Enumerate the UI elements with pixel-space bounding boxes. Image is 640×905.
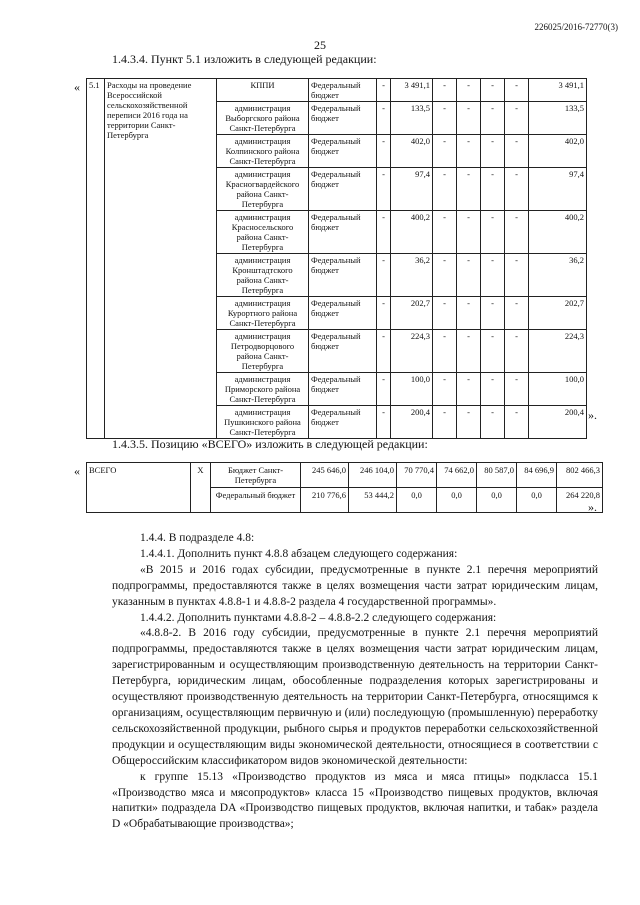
document-id: 226025/2016-72770(3) — [534, 22, 618, 32]
value-cell: - — [505, 254, 529, 297]
value-cell: - — [457, 168, 481, 211]
executor: КППИ — [217, 79, 309, 102]
value-cell: - — [481, 135, 505, 168]
value-cell: 200,4 — [391, 406, 433, 439]
value-cell: - — [457, 135, 481, 168]
executor: администрация Выборгского района Санкт-Петербурга — [217, 102, 309, 135]
total-cell: 97,4 — [529, 168, 587, 211]
executor: администрация Кронштадтского района Санкт-Петербурга — [217, 254, 309, 297]
value-cell: - — [481, 211, 505, 254]
funding-source: Федеральный бюджет — [309, 254, 377, 297]
total-cell: 3 491,1 — [529, 79, 587, 102]
value-cell: - — [481, 330, 505, 373]
value-cell: 0,0 — [437, 488, 477, 513]
value-cell: - — [433, 102, 457, 135]
value-cell: - — [377, 79, 391, 102]
total-cell: 224,3 — [529, 330, 587, 373]
total-cell: 100,0 — [529, 373, 587, 406]
value-cell: - — [377, 168, 391, 211]
table-total — [86, 462, 603, 513]
value-cell: - — [481, 102, 505, 135]
paragraph: «4.8.8-2. В 2016 году субсидии, предусмотренные в пункте 2.1 перечня мероприятий подпрограммы, предоставляются также в целях возмещения части затрат юридическим лицам, зарегистрированным и осуществляющим производственную деятельность на территории Санкт-Петербурга, юридическим лицам, обособленные подразделения которых зарегистрированы и осуществляют производственную деятельность на территории Санкт-Петербурга, относящимся к организациям, осуществляющим первичную и (или) последующую (промышленную) переработку сельскохозяйственной продукции, рыбного сырья и продуктов переработки сельскохозяйственной продукции и осуществляющим виды экономической деятельности, относящиеся в соответствии с Общероссийским классификатором видов экономической деятельности: — [112, 627, 598, 767]
value-cell: - — [481, 406, 505, 439]
executor: администрация Петродворцового района Санкт-Петербурга — [217, 330, 309, 373]
funding-source: Федеральный бюджет — [309, 297, 377, 330]
value-cell: - — [505, 135, 529, 168]
open-quote-1: « — [74, 80, 80, 94]
value-cell: - — [433, 135, 457, 168]
funding-source: Федеральный бюджет — [309, 102, 377, 135]
value-cell: 202,7 — [391, 297, 433, 330]
value-cell: 84 696,9 — [517, 463, 557, 488]
value-cell: - — [433, 330, 457, 373]
value-cell: 74 662,0 — [437, 463, 477, 488]
value-cell: - — [457, 373, 481, 406]
value-cell: 400,2 — [391, 211, 433, 254]
value-cell: 97,4 — [391, 168, 433, 211]
total-marker: X — [191, 463, 211, 513]
executor: администрация Приморского района Санкт-Петербурга — [217, 373, 309, 406]
close-quote-1: ». — [588, 408, 597, 422]
executor: администрация Курортного района Санкт-Петербурга — [217, 297, 309, 330]
paragraph: 1.4.4.2. Дополнить пунктами 4.8.8-2 – 4.8.8-2.2 следующего содержания: — [140, 611, 497, 624]
paragraph: к группе 15.13 «Производство продуктов из мяса и мяса птицы» подкласса 15.1 «Производство мяса и мясопродуктов» класса 15 «Производство пищевых продуктов, включая напитки» подраздела DA «Производство пищевых продуктов, включая напитки, и табак» раздела D «Обрабатывающие производства»; — [112, 770, 598, 831]
funding-source: Федеральный бюджет — [309, 168, 377, 211]
value-cell: - — [433, 254, 457, 297]
value-cell: - — [505, 406, 529, 439]
value-cell: - — [377, 406, 391, 439]
total-cell: 200,4 — [529, 406, 587, 439]
total-cell: 402,0 — [529, 135, 587, 168]
value-cell: - — [377, 211, 391, 254]
table-row — [87, 79, 587, 102]
value-cell: - — [433, 373, 457, 406]
value-cell: 0,0 — [517, 488, 557, 513]
value-cell: - — [505, 297, 529, 330]
value-cell: 3 491,1 — [391, 79, 433, 102]
value-cell: - — [457, 79, 481, 102]
value-cell: 210 776,6 — [301, 488, 349, 513]
funding-source: Федеральный бюджет — [309, 330, 377, 373]
total-cell: 264 220,8 — [557, 488, 603, 513]
table-row — [87, 463, 603, 488]
funding-source: Бюджет Санкт-Петербурга — [211, 463, 301, 488]
value-cell: 0,0 — [477, 488, 517, 513]
executor: администрация Колпинского района Санкт-Петербурга — [217, 135, 309, 168]
value-cell: - — [481, 297, 505, 330]
value-cell: - — [433, 79, 457, 102]
close-quote-2: ». — [588, 500, 597, 514]
value-cell: - — [457, 102, 481, 135]
value-cell: 70 770,4 — [397, 463, 437, 488]
value-cell: - — [377, 330, 391, 373]
value-cell: 80 587,0 — [477, 463, 517, 488]
value-cell: - — [481, 254, 505, 297]
value-cell: 246 104,0 — [349, 463, 397, 488]
paragraph: 1.4.4.1. Дополнить пункт 4.8.8 абзацем следующего содержания: — [140, 547, 458, 560]
value-cell: - — [377, 373, 391, 406]
section-heading-1-4-3-4: 1.4.3.4. Пункт 5.1 изложить в следующей редакции: — [112, 52, 377, 66]
total-cell: 802 466,3 — [557, 463, 603, 488]
funding-source: Федеральный бюджет — [309, 406, 377, 439]
value-cell: 133,5 — [391, 102, 433, 135]
value-cell: - — [377, 254, 391, 297]
funding-source: Федеральный бюджет — [211, 488, 301, 513]
value-cell: - — [481, 79, 505, 102]
executor: администрация Пушкинского района Санкт-Петербурга — [217, 406, 309, 439]
value-cell: - — [377, 135, 391, 168]
body-text — [112, 531, 598, 833]
item-description: Расходы на проведение Всероссийской сельскохозяйственной переписи 2016 года на территории Санкт-Петербурга — [105, 79, 217, 439]
total-cell: 400,2 — [529, 211, 587, 254]
total-cell: 133,5 — [529, 102, 587, 135]
value-cell: 100,0 — [391, 373, 433, 406]
value-cell: - — [481, 168, 505, 211]
value-cell: - — [505, 168, 529, 211]
page-number: 25 — [314, 38, 326, 52]
funding-source: Федеральный бюджет — [309, 79, 377, 102]
value-cell: - — [457, 211, 481, 254]
value-cell: - — [377, 102, 391, 135]
executor: администрация Красногвардейского района Санкт-Петербурга — [217, 168, 309, 211]
value-cell: - — [481, 373, 505, 406]
value-cell: - — [505, 79, 529, 102]
value-cell: - — [457, 406, 481, 439]
value-cell: - — [457, 297, 481, 330]
value-cell: - — [505, 373, 529, 406]
value-cell: 224,3 — [391, 330, 433, 373]
open-quote-2: « — [74, 464, 80, 478]
value-cell: - — [505, 330, 529, 373]
value-cell: 36,2 — [391, 254, 433, 297]
total-cell: 202,7 — [529, 297, 587, 330]
value-cell: - — [433, 211, 457, 254]
total-label: ВСЕГО — [87, 463, 191, 513]
funding-source: Федеральный бюджет — [309, 211, 377, 254]
table-item-5-1 — [86, 78, 587, 439]
section-heading-1-4-3-5: 1.4.3.5. Позицию «ВСЕГО» изложить в следующей редакции: — [112, 437, 428, 451]
value-cell: 245 646,0 — [301, 463, 349, 488]
executor: администрация Красносельского района Санкт-Петербурга — [217, 211, 309, 254]
item-number: 5.1 — [87, 79, 105, 439]
value-cell: 0,0 — [397, 488, 437, 513]
value-cell: 402,0 — [391, 135, 433, 168]
total-cell: 36,2 — [529, 254, 587, 297]
value-cell: 53 444,2 — [349, 488, 397, 513]
funding-source: Федеральный бюджет — [309, 373, 377, 406]
value-cell: - — [457, 254, 481, 297]
funding-source: Федеральный бюджет — [309, 135, 377, 168]
value-cell: - — [433, 406, 457, 439]
value-cell: - — [505, 211, 529, 254]
value-cell: - — [457, 330, 481, 373]
value-cell: - — [505, 102, 529, 135]
paragraph: 1.4.4. В подразделе 4.8: — [140, 532, 255, 544]
value-cell: - — [433, 168, 457, 211]
paragraph: «В 2015 и 2016 годах субсидии, предусмотренные в пункте 2.1 перечня мероприятий подпрограммы, предоставляются также в целях возмещения части затрат юридическим лицам, указанным в пунктах 4.8.8-1 и 4.8.8-2 раздела 4 государственной программы». — [112, 563, 598, 608]
value-cell: - — [433, 297, 457, 330]
value-cell: - — [377, 297, 391, 330]
